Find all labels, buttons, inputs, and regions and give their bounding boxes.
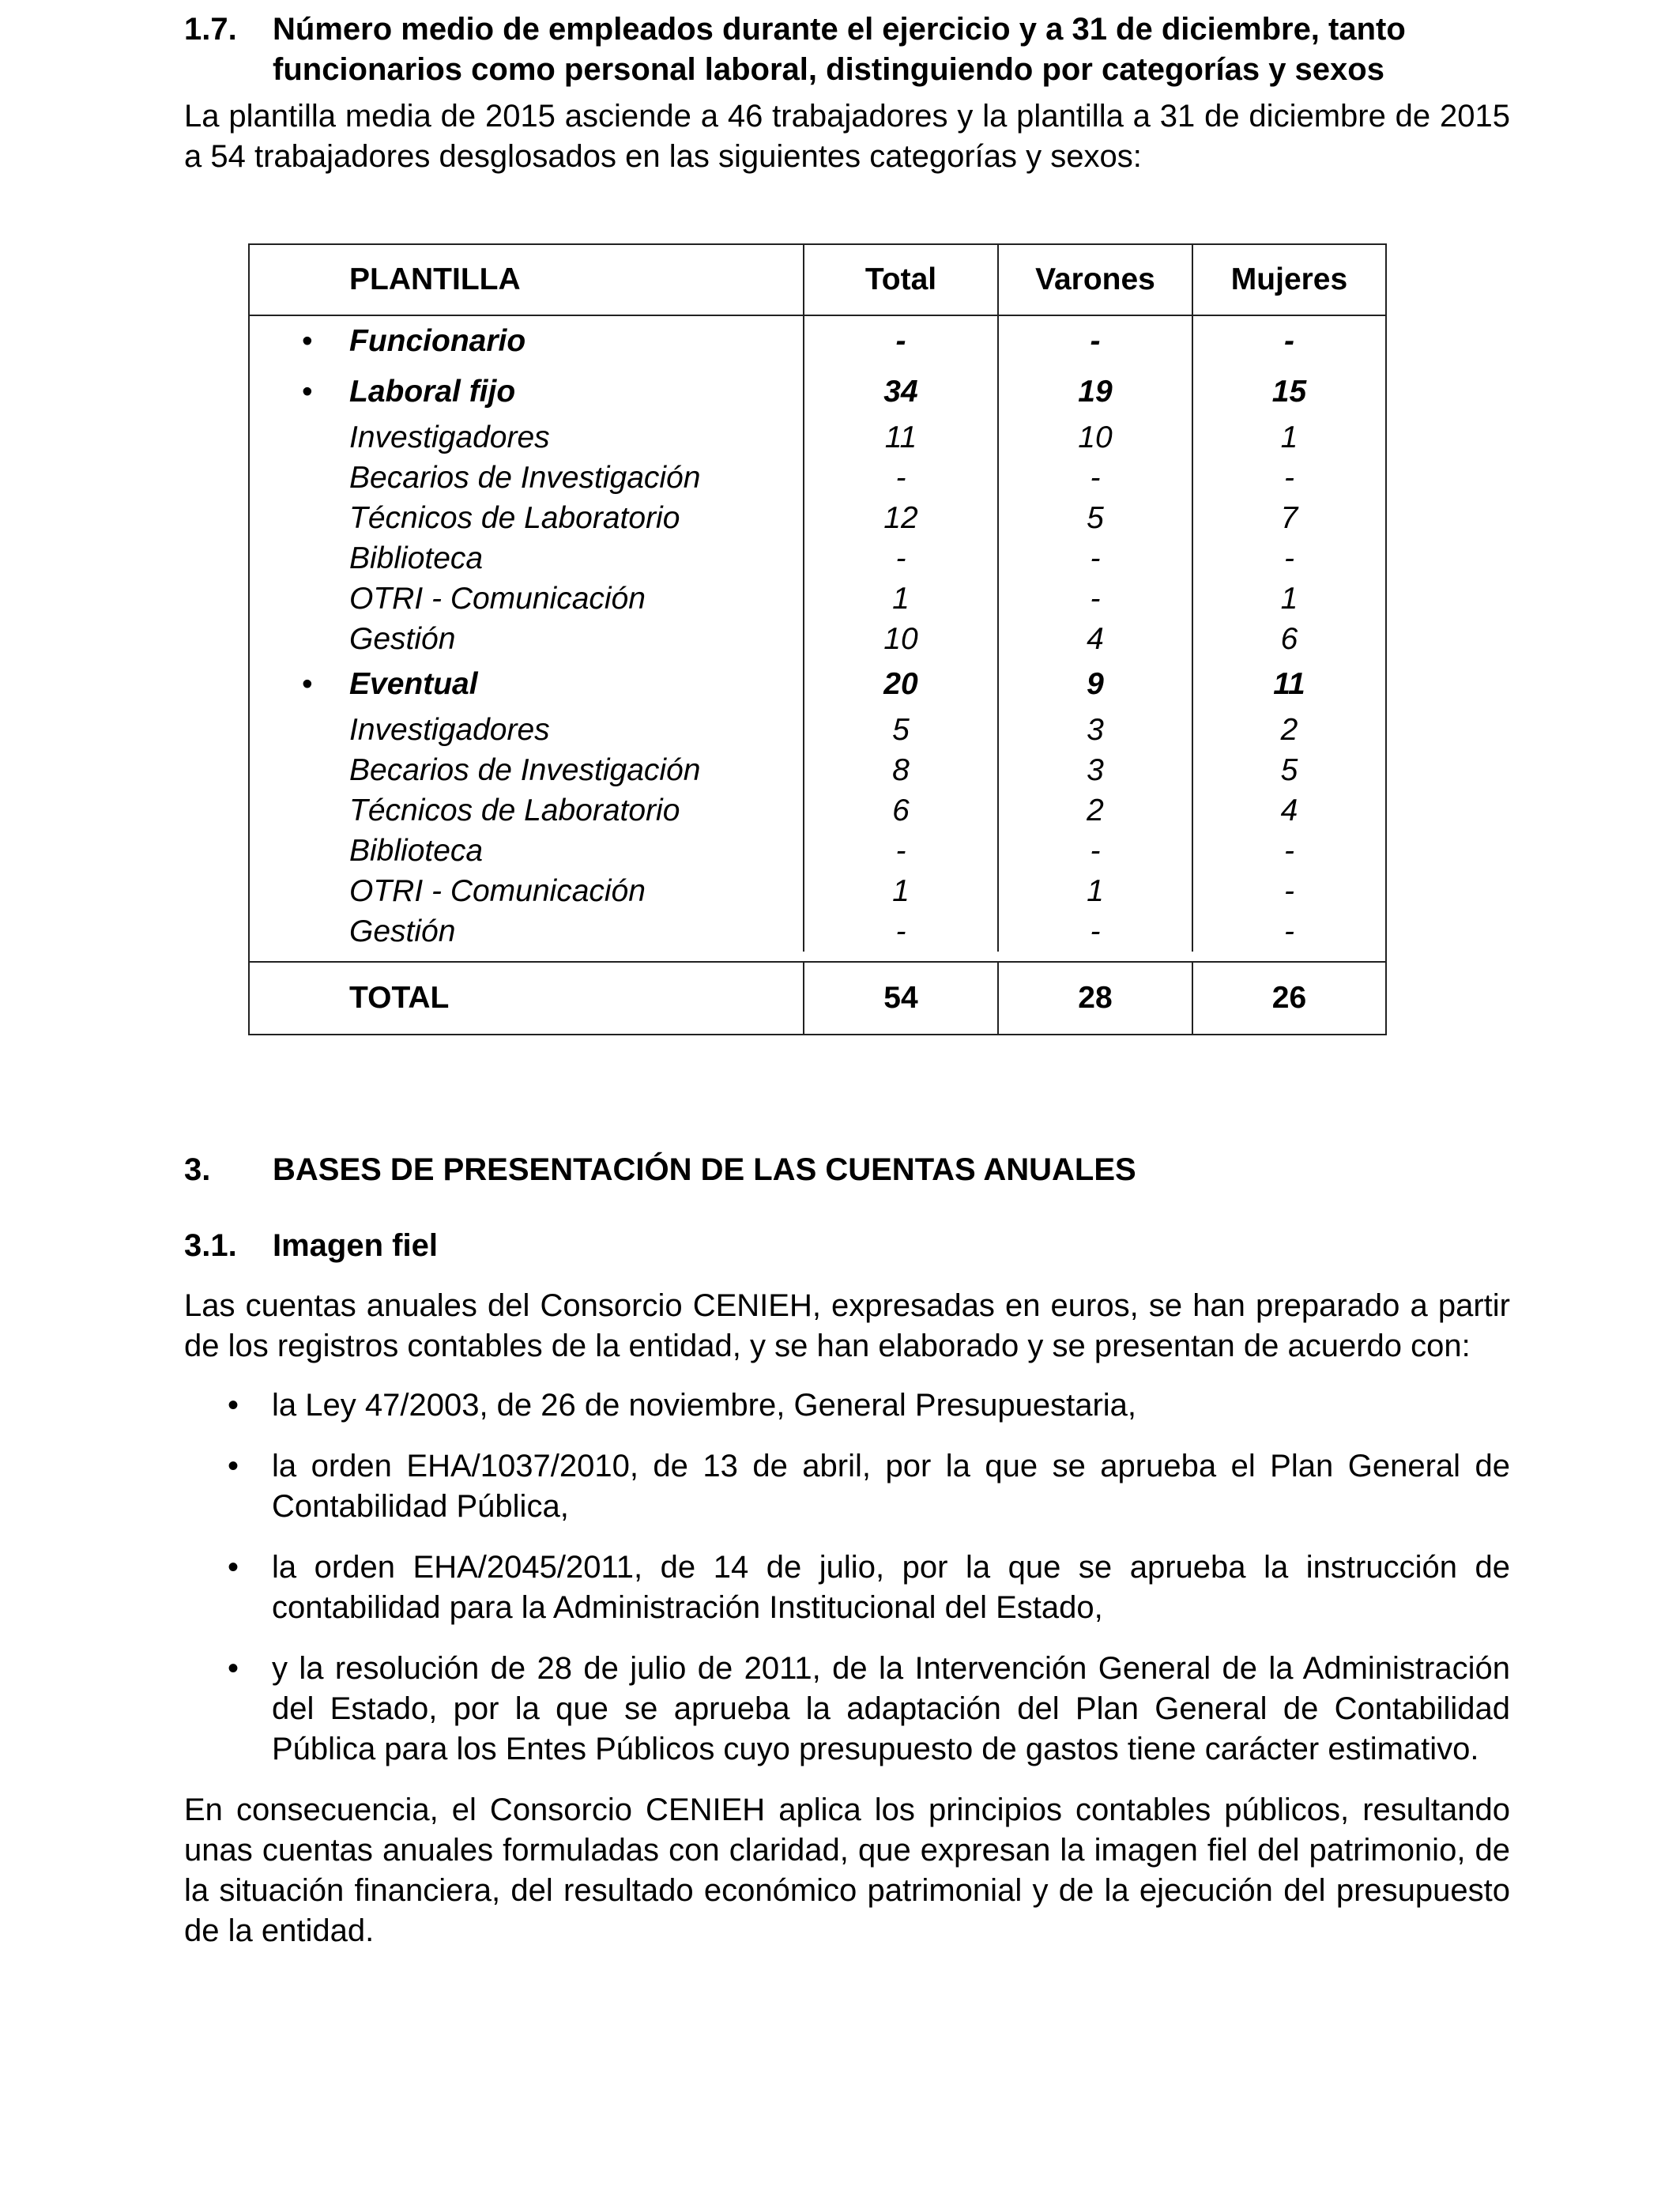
table-row: Técnicos de Laboratorio 12 5 7 [250, 498, 1385, 538]
cell-varones: 9 [999, 659, 1193, 710]
table-row: Biblioteca - - - [250, 538, 1385, 579]
list-item: • la orden EHA/1037/2010, de 13 de abril, por la que se aprueba el Plan General de Contabilidad Pública, [184, 1446, 1510, 1527]
header-total: Total [804, 245, 999, 315]
table-row: Biblioteca - - - [250, 831, 1385, 871]
cell-varones: - [999, 316, 1193, 367]
section-number: 3.1. [184, 1228, 237, 1263]
bullet-icon: • [302, 667, 313, 701]
bullet-icon: • [302, 324, 313, 358]
bullet-icon: • [302, 375, 313, 409]
table-group-row [250, 659, 1385, 710]
header-mujeres: Mujeres [1230, 262, 1348, 296]
header-varones: Varones [999, 245, 1193, 315]
staff-table [248, 243, 1387, 1035]
section-number: 3. [184, 1152, 211, 1187]
table-row: Becarios de Investigación - - - [250, 458, 1385, 498]
total-varones: 28 [999, 963, 1193, 1034]
section-title: Imagen fiel [273, 1228, 438, 1263]
section-3-1-conclusion: En consecuencia, el Consorcio CENIEH aplica los principios contables públicos, resultando unas cuentas anuales formuladas con claridad, que expresan la imagen fiel del patrimonio, de la situación financiera, del resultado económico patrimonial y de la ejecución del presupuesto de la entidad. [184, 1793, 1510, 1948]
section-3-block [184, 1150, 1510, 1951]
bullet-list [184, 1385, 1510, 1770]
list-item: • y la resolución de 28 de julio de 2011, de la Intervención General de la Administración del Estado, por la que se aprueba la adaptación del Plan General de Contabilidad Pública para los Entes Públicos cuyo presupuesto de gastos tiene carácter estimativo. [184, 1649, 1510, 1770]
list-item: • la orden EHA/2045/2011, de 14 de julio, por la que se aprueba la instrucción de contabilidad para la Administración Institucional del Estado, [184, 1547, 1510, 1628]
table-row: Gestión 10 4 6 [250, 619, 1385, 659]
cell-mujeres: 15 [1271, 375, 1307, 409]
section-title: BASES DE PRESENTACIÓN DE LAS CUENTAS ANUALES [273, 1152, 1136, 1187]
cell-mujeres: - [1284, 324, 1294, 358]
bullet-icon: • [228, 1651, 239, 1686]
table-row: Investigadores 5 3 2 [250, 710, 1385, 750]
bullet-icon: • [228, 1550, 239, 1585]
cell-total: 20 [804, 659, 999, 710]
section-number: 1.7. [184, 12, 237, 47]
document-page [184, 9, 1510, 177]
section-3-1-heading [184, 1226, 1510, 1266]
table-group-row [250, 367, 1385, 417]
total-mujeres: 26 [1271, 981, 1307, 1015]
table-body [250, 316, 1385, 961]
table-row: OTRI - Comunicación 1 - 1 [250, 579, 1385, 619]
cell-varones: 19 [999, 367, 1193, 417]
total-label: TOTAL [250, 963, 804, 1034]
section-title: Número medio de empleados durante el ejercicio y a 31 de diciembre, tanto funcionarios como personal laboral, distinguiendo por categorías y sexos [273, 12, 1406, 87]
total-total: 54 [804, 963, 999, 1034]
bullet-icon: • [228, 1388, 239, 1423]
header-plantilla: PLANTILLA [250, 245, 804, 315]
section-1-7-intro: La plantilla media de 2015 asciende a 46 trabajadores y la plantilla a 31 de diciembre de 2015 a 54 trabajadores desglosados en las siguientes categorías y sexos: [184, 99, 1510, 174]
group-label: Funcionario [349, 324, 526, 358]
table-row: OTRI - Comunicación 1 1 - [250, 871, 1385, 911]
table-header-row [250, 245, 1385, 316]
table-row: Becarios de Investigación 8 3 5 [250, 750, 1385, 790]
cell-total: - [804, 316, 999, 367]
cell-total: 34 [804, 367, 999, 417]
section-1-7-heading [184, 9, 1510, 90]
table-row: Técnicos de Laboratorio 6 2 4 [250, 790, 1385, 831]
table-total-row [250, 961, 1385, 1034]
group-label: Laboral fijo [349, 375, 516, 409]
table-row: Gestión - - - [250, 911, 1385, 961]
bullet-icon: • [228, 1449, 239, 1483]
section-3-1-intro: Las cuentas anuales del Consorcio CENIEH, expresadas en euros, se han preparado a partir de los registros contables de la entidad, y se han elaborado y se presentan de acuerdo con: [184, 1288, 1510, 1363]
table-group-row [250, 316, 1385, 367]
table-row: Investigadores 11 10 1 [250, 417, 1385, 458]
list-item: • la Ley 47/2003, de 26 de noviembre, General Presupuestaria, [184, 1385, 1510, 1426]
section-3-heading [184, 1150, 1510, 1190]
group-label: Eventual [349, 667, 478, 701]
cell-mujeres: 11 [1273, 667, 1305, 701]
